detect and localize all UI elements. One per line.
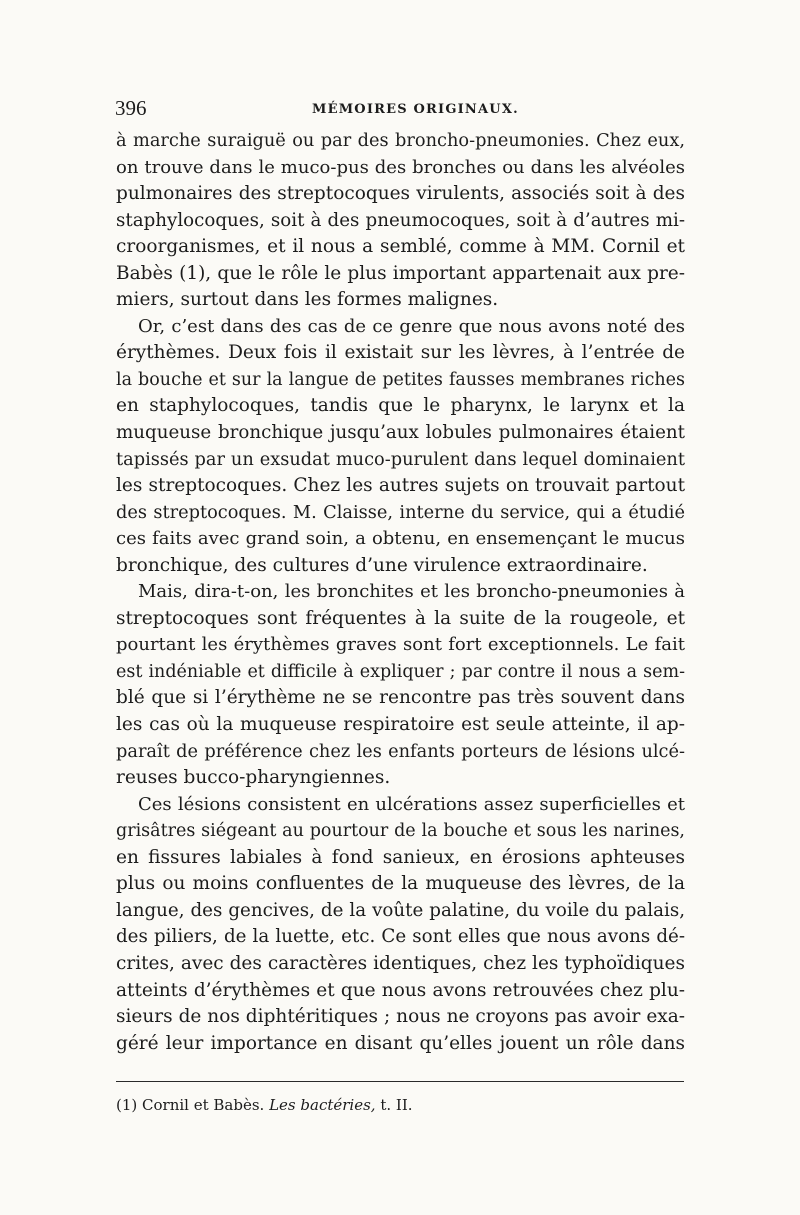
paragraph-start-line: Or, c’est dans des cas de ce genre que nous avons noté des	[138, 315, 685, 337]
page-number: 396	[115, 96, 147, 120]
footnote	[116, 1096, 685, 1114]
footnote-separator	[116, 1081, 684, 1082]
text-line: en fissures labiales à fond sanieux, en érosions aphteuses	[116, 846, 685, 868]
text-line: on trouve dans le muco-pus des bronches ou dans les alvéoles	[116, 156, 685, 178]
text-line: des piliers, de la luette, etc. Ce sont elles que nous avons dé-	[116, 926, 685, 948]
text-line: Babès (1), que le rôle le plus important appartenait aux pre-	[116, 262, 685, 284]
text-line: est indéniable et difficile à expliquer ; par contre il nous a sem-	[116, 661, 685, 682]
body-text	[116, 128, 685, 1057]
paragraph-start-line: Ces lésions consistent en ulcérations assez superficielles et	[138, 793, 685, 815]
footnote-prefix: (1) Cornil et Babès.	[116, 1096, 265, 1114]
text-line: à marche suraiguë ou par des broncho-pneumonies. Chez eux,	[116, 131, 685, 151]
text-line: en staphylocoques, tandis que le pharynx, le larynx et la	[116, 395, 685, 417]
text-line: pulmonaires des streptocoques virulents, associés soit à des	[116, 183, 685, 205]
text-line: plus ou moins confluentes de la muqueuse des lèvres, de la	[116, 873, 685, 895]
text-line: érythèmes. Deux fois il existait sur les lèvres, à l’entrée de	[116, 342, 685, 364]
text-line: des streptocoques. M. Claisse, interne du service, qui a étudié	[116, 502, 685, 523]
running-head: MÉMOIRES ORIGINAUX.	[312, 102, 519, 117]
text-line: crites, avec des caractères identiques, chez les typhoïdiques	[116, 952, 685, 974]
text-line: staphylocoques, soit à des pneumocoques, soit à d’autres mi-	[116, 209, 685, 231]
text-line: paraît de préférence chez les enfants porteurs de lésions ulcé-	[116, 741, 685, 762]
text-line: les cas où la muqueuse respiratoire est seule atteinte, il ap-	[116, 714, 685, 736]
text-line: grisâtres siégeant au pourtour de la bouche et sous les narines,	[116, 821, 685, 842]
text-line: croorganismes, et il nous a semblé, comme à MM. Cornil et	[116, 236, 685, 258]
footnote-title: Les bactéries,	[269, 1096, 376, 1114]
text-line: miers, surtout dans les formes malignes.	[116, 289, 499, 311]
text-line: tapissés par un exsudat muco-purulent dans lequel dominaient	[116, 449, 685, 470]
text-line: bronchique, des cultures d’une virulence extraordinaire.	[116, 554, 648, 576]
text-line: langue, des gencives, de la voûte palatine, du voile du palais,	[116, 899, 685, 921]
text-line: reuses bucco-pharyngiennes.	[116, 767, 391, 789]
text-line: blé que si l’érythème ne se rencontre pas très souvent dans	[116, 687, 685, 709]
text-line: pourtant les érythèmes graves sont fort exceptionnels. Le fait	[116, 634, 685, 656]
text-line: les streptocoques. Chez les autres sujets on trouvait partout	[116, 475, 685, 497]
text-line: la bouche et sur la langue de petites fausses membranes riches	[116, 369, 685, 390]
page-header	[115, 96, 685, 126]
text-line: atteints d’érythèmes et que nous avons retrouvées chez plu-	[116, 979, 685, 1001]
text-line: géré leur importance en disant qu’elles jouent un rôle dans	[116, 1032, 685, 1054]
text-line: ces faits avec grand soin, a obtenu, en ensemençant le mucus	[116, 528, 685, 550]
text-line: sieurs de nos diphtéritiques ; nous ne croyons pas avoir exa-	[116, 1006, 685, 1028]
paragraph-start-line: Mais, dira-t-on, les bronchites et les broncho-pneumonies à	[138, 581, 685, 603]
text-line: streptocoques sont fréquentes à la suite de la rougeole, et	[116, 607, 685, 629]
text-line: muqueuse bronchique jusqu’aux lobules pulmonaires étaient	[116, 422, 685, 444]
footnote-suffix: t. II.	[380, 1096, 413, 1114]
